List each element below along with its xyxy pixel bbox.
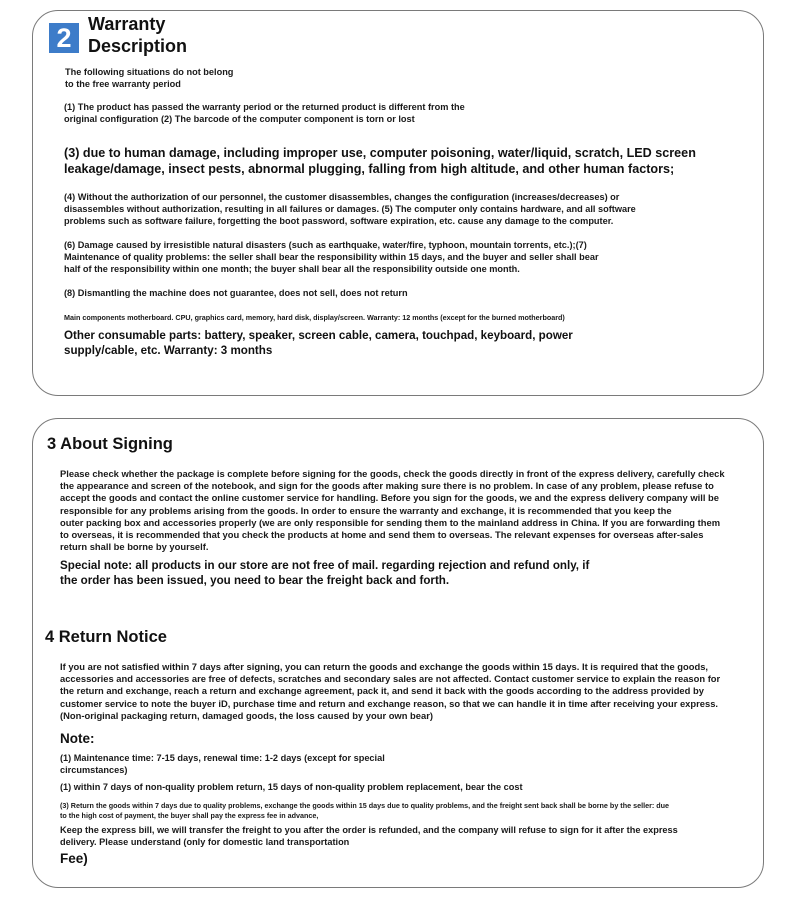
warranty-title-line1: Warranty — [88, 14, 166, 34]
warranty-item-4-5-line3: problems such as software failure, forgetting the boot password, software expiration, etc. cause any damage to the computer. — [64, 216, 614, 226]
keep-express-bill-line1: Keep the express bill, we will transfer the freight to you after the order is refunded, and the company will refuse to sign for it after the express — [60, 825, 678, 835]
warranty-item-3-line1: (3) due to human damage, including improper use, computer poisoning, water/liquid, scratch, LED screen — [64, 146, 696, 160]
note-title: Note: — [60, 731, 95, 746]
signing-paragraph-line1: Please check whether the package is complete before signing for the goods, check the goods directly in front of the express delivery, carefully check — [60, 468, 725, 479]
warranty-item-3 — [64, 145, 696, 177]
warranty-consumables-line2: supply/cable, etc. Warranty: 3 months — [64, 343, 273, 357]
note-item-3-line2: to the high cost of payment, the buyer shall pay the express fee in advance, — [60, 811, 319, 820]
warranty-main-components: Main components motherboard. CPU, graphics card, memory, hard disk, display/screen. Warranty: 12 months (except for the burned motherboard) — [64, 313, 565, 322]
warranty-item-6-7-line1: (6) Damage caused by irresistible natural disasters (such as earthquake, water/fire, typhoon, mountain torrents, etc.);(7) — [64, 240, 587, 250]
signing-return-card — [32, 418, 764, 888]
warranty-title-line2: Description — [88, 36, 188, 56]
note-item-1 — [60, 752, 385, 776]
return-notice-paragraph — [60, 661, 720, 722]
warranty-item-4-5-line2: disassembles without authorization, resulting in all failures or damages. (5) The computer only contains hardware, and all software — [64, 204, 636, 214]
warranty-intro-line2: to the free warranty period — [65, 79, 181, 89]
warranty-item-6-7-line3: half of the responsibility within one month; the buyer shall bear all the responsibility outside one month. — [64, 264, 520, 274]
return-notice-paragraph-line2: accessories and accessories are free of defects, scratches and secondary sales are not affected. Contact customer service to explain the reason for — [60, 673, 721, 685]
warranty-item-3-line2: leakage/damage, insect pests, abnormal plugging, falling from high altitude, and other human factors; — [64, 162, 675, 176]
signing-paragraph-line2: the appearance and screen of the notebook, and sign for the goods after making sure there is no problem. In case of any problem, please refuse to — [60, 480, 714, 492]
section-number-badge: 2 — [49, 23, 79, 53]
note-item-3 — [60, 801, 669, 821]
return-notice-paragraph-line3: the return and exchange, reach a return and exchange agreement, pack it, and send it back with the goods according to the address provided by — [60, 685, 704, 697]
warranty-item-4-5 — [64, 191, 636, 227]
return-notice-paragraph-line1: If you are not satisfied within 7 days after signing, you can return the goods and exchange the goods within 15 days. It is required that the goods, — [60, 661, 709, 672]
signing-paragraph-line3: accept the goods and contact the online customer service for handling. Before you sign for the goods, we and the express delivery company will be — [60, 492, 719, 504]
note-item-2: (1) within 7 days of non-quality problem return, 15 days of non-quality problem replacement, bear the cost — [60, 782, 523, 792]
warranty-item-6-7 — [64, 239, 599, 275]
return-notice-paragraph-line4: customer service to note the buyer iD, purchase time and return and exchange reason, so that we can handle it in time after receiving your express. — [60, 697, 719, 709]
signing-paragraph-line7: return shall be borne by yourself. — [60, 541, 209, 553]
warranty-item-1-2-line1: (1) The product has passed the warranty period or the returned product is different from the — [64, 102, 465, 112]
return-notice-title: 4 Return Notice — [45, 628, 167, 646]
signing-paragraph-line4: responsible for any problems arising from the goods. In order to ensure the warranty and exchange, it is recommended that you keep the — [60, 504, 672, 516]
warranty-item-1-2 — [64, 101, 465, 125]
warranty-item-8: (8) Dismantling the machine does not guarantee, does not sell, does not return — [64, 288, 408, 298]
warranty-item-1-2-line2: original configuration (2) The barcode of the computer component is torn or lost — [64, 114, 415, 124]
fee-label: Fee) — [60, 851, 88, 866]
signing-special-note-line2: the order has been issued, you need to bear the freight back and forth. — [60, 573, 450, 587]
keep-express-bill-note — [60, 824, 678, 848]
note-item-3-line1: (3) Return the goods within 7 days due to quality problems, exchange the goods within 15 days due to quality problems, and the freight sent back shall be borne by the seller: due — [60, 801, 670, 810]
warranty-intro-line1: The following situations do not belong — [65, 67, 234, 77]
warranty-card — [32, 10, 764, 396]
warranty-item-6-7-line2: Maintenance of quality problems: the seller shall bear the responsibility within 15 days, and the buyer and seller shall bear — [64, 252, 599, 262]
note-item-1-line1: (1) Maintenance time: 7-15 days, renewal time: 1-2 days (except for special — [60, 753, 385, 763]
signing-paragraph — [60, 468, 725, 553]
signing-special-note-line1: Special note: all products in our store are not free of mail. regarding rejection and refund only, if — [60, 559, 590, 572]
signing-paragraph-line5: outer packing box and accessories properly (we are only responsible for sending them to the mainland address in China. If you are forwarding them — [60, 516, 721, 528]
signing-title: 3 About Signing — [47, 435, 173, 453]
warranty-title — [88, 13, 187, 57]
signing-special-note — [60, 559, 589, 588]
keep-express-bill-line2: delivery. Please understand (only for domestic land transportation — [60, 837, 350, 847]
warranty-intro — [65, 66, 233, 90]
warranty-consumables-line1: Other consumable parts: battery, speaker, screen cable, camera, touchpad, keyboard, power — [64, 329, 573, 342]
note-item-1-line2: circumstances) — [60, 765, 128, 775]
return-notice-paragraph-line5: (Non-original packaging return, damaged goods, the loss caused by your own bear) — [60, 709, 433, 721]
signing-paragraph-line6: to overseas, it is recommended that you check the products at home and send them to overseas. The relevant expenses for overseas after-sales — [60, 529, 704, 541]
warranty-consumables — [64, 329, 573, 358]
warranty-item-4-5-line1: (4) Without the authorization of our personnel, the customer disassembles, changes the configuration (increases/decreases) or — [64, 192, 620, 202]
